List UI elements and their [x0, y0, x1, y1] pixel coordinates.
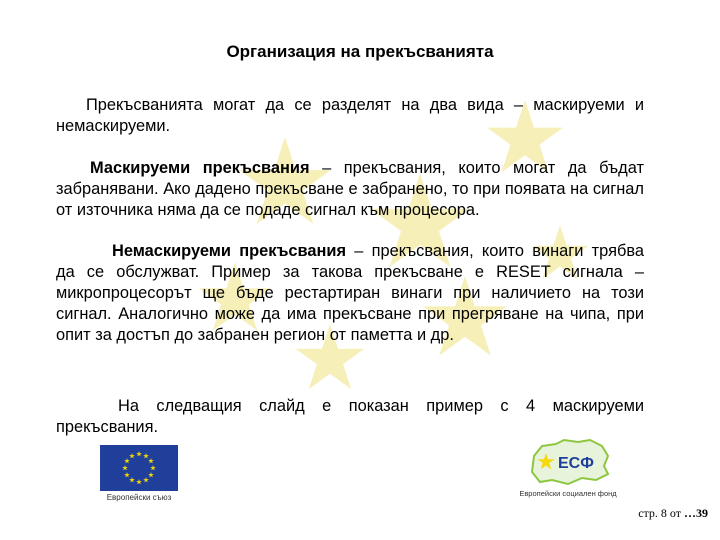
paragraph-text: – прекъсвания, които могат да бъдат забранявани. Ако дадено прекъсване е забранено, то при появата на сигнал от източника няма да се подаде сигнал към процесора. — [56, 159, 644, 219]
paragraph-next-slide — [56, 396, 644, 438]
term-maskable: Маскируеми прекъсвания — [90, 159, 310, 177]
page-number-total: …39 — [684, 506, 708, 520]
paragraph-non-maskable — [56, 241, 644, 346]
page-title: Организация на прекъсванията — [226, 42, 494, 61]
esf-logo — [512, 436, 624, 504]
eu-logo — [100, 445, 178, 507]
eu-caption: Европейски съюз — [106, 493, 172, 502]
term-non-maskable: Немаскируеми прекъсвания — [112, 242, 347, 260]
eu-flag-icon — [100, 445, 178, 491]
paragraph-maskable — [56, 158, 644, 221]
esf-caption: Европейски социален фонд — [519, 489, 617, 498]
paragraph-text: – прекъсвания, които винаги трябва да се обслужват. Пример за такова прекъсване е RESET сигнала – микропроцесорът ще бъде рестартиран винаги при наличието на този сигнал. Аналогично може да има прекъсване при прегряване на чипа, при опит за достъп до забранен регион от паметта и др. — [56, 242, 644, 344]
paragraph-text: На следващия слайд е показан пример с 4 маскируеми прекъсвания. — [56, 397, 644, 436]
esf-brand-text: ЕСФ — [558, 455, 594, 472]
page-number-prefix: стр. 8 от — [638, 506, 684, 520]
paragraph-interrupt-types — [56, 95, 644, 137]
paragraph-text: Прекъсванията могат да се разделят на два вида – маскируеми и немаскируеми. — [56, 96, 644, 135]
esf-logo-icon — [512, 436, 624, 490]
page-number — [638, 506, 708, 521]
